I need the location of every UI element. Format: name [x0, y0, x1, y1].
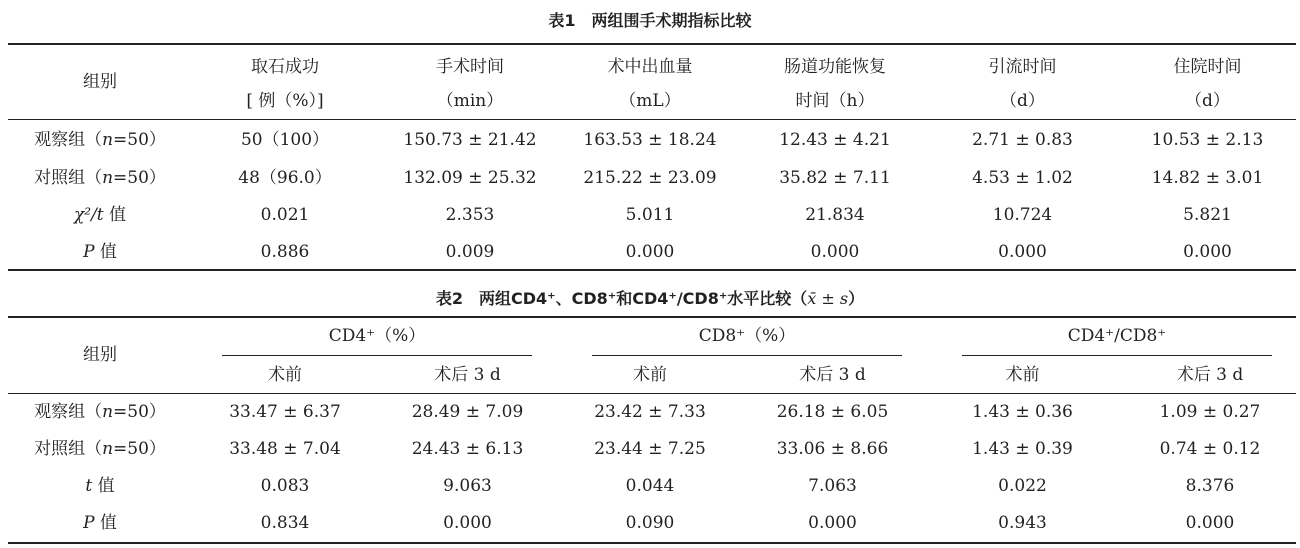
- table2-caption-close: ）: [848, 289, 865, 308]
- row-label-part: t: [85, 476, 93, 496]
- table-cell: 8.376: [1185, 476, 1235, 496]
- table-cell: 10.724: [992, 205, 1053, 225]
- table-cell: 0.834: [260, 513, 310, 533]
- table1-header-rule: [8, 119, 1296, 120]
- row-label-part: 值: [92, 476, 115, 496]
- table2-header-rule: [8, 393, 1296, 394]
- table-cell: 0.943: [998, 513, 1047, 533]
- row-label-part: P: [83, 242, 95, 262]
- table-cell: 0.009: [445, 242, 495, 262]
- table2-bottom-rule: [8, 542, 1296, 544]
- t2-cd4-underline: [222, 355, 532, 356]
- t2-header-cd4-cd8-ratio: CD4⁺/CD8⁺: [1067, 326, 1167, 346]
- table-cell: 12.43 ± 4.21: [779, 130, 891, 150]
- t1-header-stone-success-unit: [ 例（%）]: [246, 91, 324, 111]
- table-cell: 0.000: [808, 513, 857, 533]
- row-label-part: n: [102, 130, 114, 150]
- t2-sub-cd4-pre: 术前: [268, 365, 302, 385]
- row-label-part: 值: [94, 242, 117, 262]
- table-cell: 28.49 ± 7.09: [411, 402, 524, 422]
- t2-cd8-underline: [592, 355, 902, 356]
- table1-bottom-rule: [8, 269, 1296, 271]
- row-label-part: n: [102, 439, 114, 459]
- t1-header-op-time-unit: （min）: [436, 91, 504, 111]
- table-cell: 7.063: [808, 476, 857, 496]
- table2-caption: [0, 288, 1300, 310]
- table-cell: 0.000: [998, 242, 1047, 262]
- row-label-part: 观察组（: [34, 402, 103, 422]
- table-cell: 21.834: [805, 205, 865, 225]
- table-cell: 0.022: [998, 476, 1047, 496]
- t2-sub-cd8-pre: 术前: [633, 365, 667, 385]
- table1-top-rule: [8, 43, 1296, 45]
- row-label-part: χ²/t: [73, 205, 104, 225]
- row-label-part: =50）: [113, 168, 166, 188]
- table-cell: 163.53 ± 18.24: [583, 130, 717, 150]
- row-label-part: 值: [103, 205, 127, 225]
- table-cell: 0.044: [625, 476, 675, 496]
- table-cell: 10.53 ± 2.13: [1151, 130, 1264, 150]
- t1-header-bowel-recovery: 肠道功能恢复: [784, 57, 886, 77]
- table-cell: 5.821: [1183, 205, 1232, 225]
- table-cell: 0.090: [625, 513, 675, 533]
- t1-header-group: 组别: [83, 72, 117, 92]
- table-cell: 132.09 ± 25.32: [403, 168, 537, 188]
- t1-header-hospital-stay-unit: （d）: [1185, 91, 1230, 111]
- row-label-part: P: [83, 513, 95, 533]
- table-cell: 0.886: [260, 242, 310, 262]
- row-label: [0, 166, 200, 190]
- table-cell: 0.000: [443, 513, 492, 533]
- table-cell: 215.22 ± 23.09: [583, 168, 717, 188]
- table-cell: 0.021: [260, 205, 310, 225]
- t1-header-blood-loss: 术中出血量: [607, 57, 693, 77]
- table-cell: 23.44 ± 7.25: [594, 439, 706, 459]
- row-label-part: 对照组（: [34, 168, 103, 188]
- table-cell: 33.48 ± 7.04: [229, 439, 341, 459]
- row-label-part: 值: [94, 513, 117, 533]
- t1-header-stone-success: 取石成功: [251, 57, 319, 77]
- row-label-part: n: [102, 168, 114, 188]
- table-cell: 0.083: [260, 476, 310, 496]
- t1-header-op-time: 手术时间: [436, 57, 504, 77]
- table-cell: 35.82 ± 7.11: [779, 168, 891, 188]
- table1-caption: 表1 两组围手术期指标比较: [548, 11, 752, 30]
- table-cell: 50（100）: [240, 130, 330, 150]
- row-label-part: =50）: [113, 130, 166, 150]
- table-cell: 4.53 ± 1.02: [972, 168, 1073, 188]
- row-label: [0, 203, 200, 227]
- table-cell: 26.18 ± 6.05: [776, 402, 889, 422]
- table2-caption-text: 表2 两组CD4⁺、CD8⁺和CD4⁺/CD8⁺水平比较（: [435, 289, 808, 308]
- row-label: [0, 400, 200, 424]
- row-label: [0, 511, 200, 535]
- table-cell: 23.42 ± 7.33: [594, 402, 706, 422]
- t2-ratio-underline: [962, 355, 1272, 356]
- t1-header-drainage-time: 引流时间: [988, 57, 1057, 77]
- table-cell: 1.43 ± 0.36: [972, 402, 1073, 422]
- table-cell: 150.73 ± 21.42: [403, 130, 537, 150]
- t1-header-hospital-stay: 住院时间: [1173, 57, 1242, 77]
- row-label-part: 对照组（: [34, 439, 103, 459]
- table-cell: 9.063: [443, 476, 492, 496]
- t2-sub-ratio-post: 术后 3 d: [1176, 365, 1244, 385]
- t1-header-blood-loss-unit: （mL）: [619, 91, 681, 111]
- row-label: [0, 437, 200, 461]
- row-label-part: =50）: [113, 439, 166, 459]
- row-label: [0, 128, 200, 152]
- t2-sub-cd4-post: 术后 3 d: [434, 365, 501, 385]
- row-label: [0, 474, 200, 498]
- t2-sub-ratio-pre: 术前: [1005, 365, 1040, 385]
- table-cell: 24.43 ± 6.13: [411, 439, 524, 459]
- row-label-part: n: [102, 402, 114, 422]
- row-label: [0, 240, 200, 264]
- table2-caption-stat: x̄ ± s: [807, 289, 849, 308]
- table-cell: 0.000: [1185, 513, 1235, 533]
- table-cell: 0.000: [1183, 242, 1232, 262]
- table-cell: 33.47 ± 6.37: [229, 402, 341, 422]
- row-label-part: =50）: [113, 402, 166, 422]
- table-cell: 1.43 ± 0.39: [972, 439, 1073, 459]
- table-cell: 48（96.0）: [238, 168, 332, 188]
- table-cell: 0.000: [810, 242, 860, 262]
- t1-header-drainage-time-unit: （d）: [1000, 91, 1045, 111]
- table-cell: 0.000: [625, 242, 675, 262]
- t2-sub-cd8-post: 术后 3 d: [799, 365, 866, 385]
- t2-header-cd4: CD4⁺（%）: [328, 326, 426, 346]
- t2-header-cd8: CD8⁺（%）: [698, 326, 796, 346]
- table-cell: 2.71 ± 0.83: [972, 130, 1073, 150]
- table-cell: 0.74 ± 0.12: [1159, 439, 1261, 459]
- table-cell: 1.09 ± 0.27: [1159, 402, 1261, 422]
- table-cell: 5.011: [625, 205, 675, 225]
- row-label-part: 观察组（: [34, 130, 103, 150]
- table-cell: 2.353: [445, 205, 495, 225]
- table2-top-rule: [8, 316, 1296, 318]
- t1-header-bowel-recovery-unit: 时间（h）: [795, 91, 875, 111]
- table-cell: 14.82 ± 3.01: [1151, 168, 1264, 188]
- t2-header-group: 组别: [83, 345, 117, 365]
- table-cell: 33.06 ± 8.66: [776, 439, 889, 459]
